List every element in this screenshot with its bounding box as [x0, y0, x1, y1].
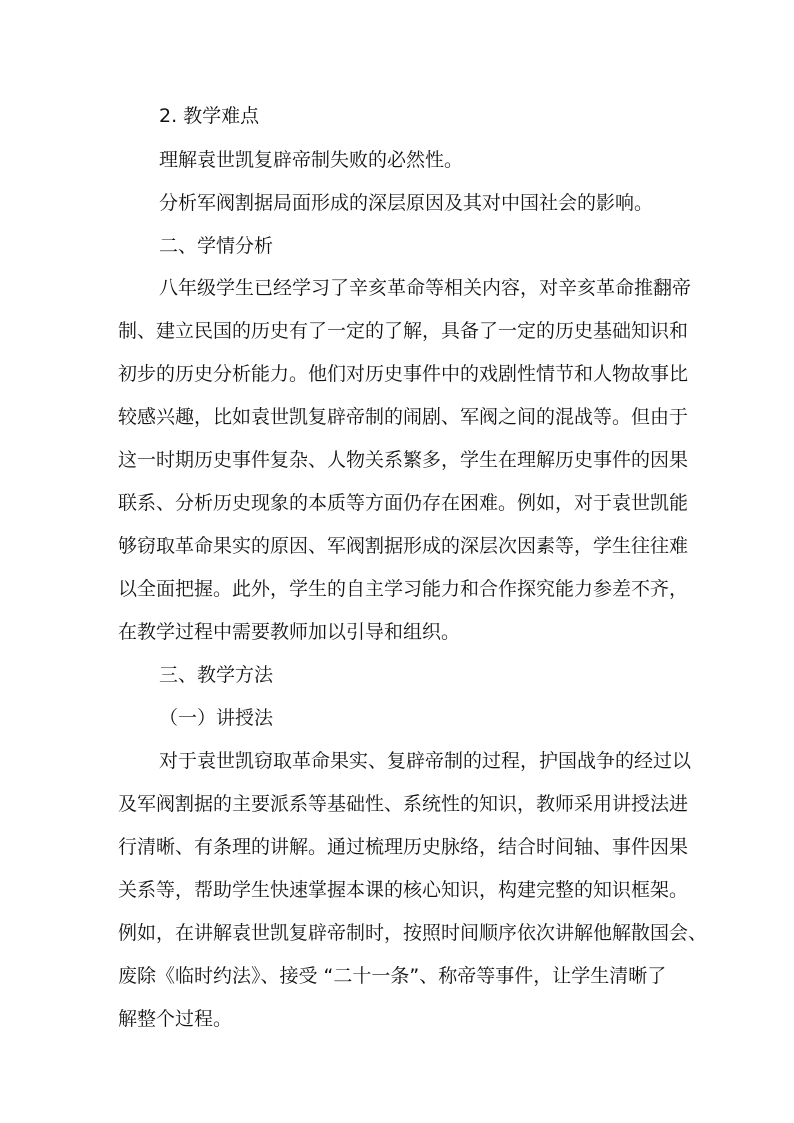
paragraph-line: 废除《临时约法》、接受 “二十一条”、称帝等事件，让学生清晰了	[118, 965, 667, 987]
paragraph-line: 及军阀割据的主要派系等基础性、系统性的知识，教师采用讲授法进	[118, 793, 689, 815]
paragraph-line: 例如，在讲解袁世凯复辟帝制时，按照时间顺序依次讲解他解散国会、	[118, 922, 708, 944]
paragraph-line: 以全面把握。此外，学生的自主学习能力和合作探究能力参差不齐，	[118, 578, 689, 600]
paragraph-line: 八年级学生已经学习了辛亥革命等相关内容，对辛亥革命推翻帝	[159, 277, 692, 299]
heading-teaching-methods: 三、教学方法	[159, 664, 274, 686]
difficulty-item-2: 分析军阀割据局面形成的深层原因及其对中国社会的影响。	[159, 192, 654, 214]
paragraph-line: 对于袁世凯窃取革命果实、复辟帝制的过程，护国战争的经过以	[159, 750, 692, 772]
paragraph-line: 关系等，帮助学生快速掌握本课的核心知识，构建完整的知识框架。	[118, 879, 689, 901]
paragraph-line: 较感兴趣，比如袁世凯复辟帝制的闹剧、军阀之间的混战等。但由于	[118, 406, 689, 428]
paragraph-line: 够窃取革命果实的原因、军阀割据形成的深层次因素等，学生往往难	[118, 535, 689, 557]
heading-teaching-difficulty: 2. 教学难点	[159, 105, 260, 127]
paragraph-line: 初步的历史分析能力。他们对历史事件中的戏剧性情节和人物故事比	[118, 363, 689, 385]
difficulty-item-1: 理解袁世凯复辟帝制失败的必然性。	[159, 149, 464, 171]
paragraph-line: 在教学过程中需要教师加以引导和组织。	[118, 621, 461, 643]
paragraph-line: 解整个过程。	[118, 1008, 233, 1030]
paragraph-line: 制、建立民国的历史有了一定的了解，具备了一定的历史基础知识和	[118, 320, 689, 342]
paragraph-line: 这一时期历史事件复杂、人物关系繁多，学生在理解历史事件的因果	[118, 449, 689, 471]
paragraph-line: 行清晰、有条理的讲解。通过梳理历史脉络，结合时间轴、事件因果	[118, 836, 689, 858]
heading-student-analysis: 二、学情分析	[159, 235, 274, 257]
subheading-lecture-method: （一）讲授法	[159, 707, 274, 729]
paragraph-line: 联系、分析历史现象的本质等方面仍存在困难。例如，对于袁世凯能	[118, 492, 689, 514]
